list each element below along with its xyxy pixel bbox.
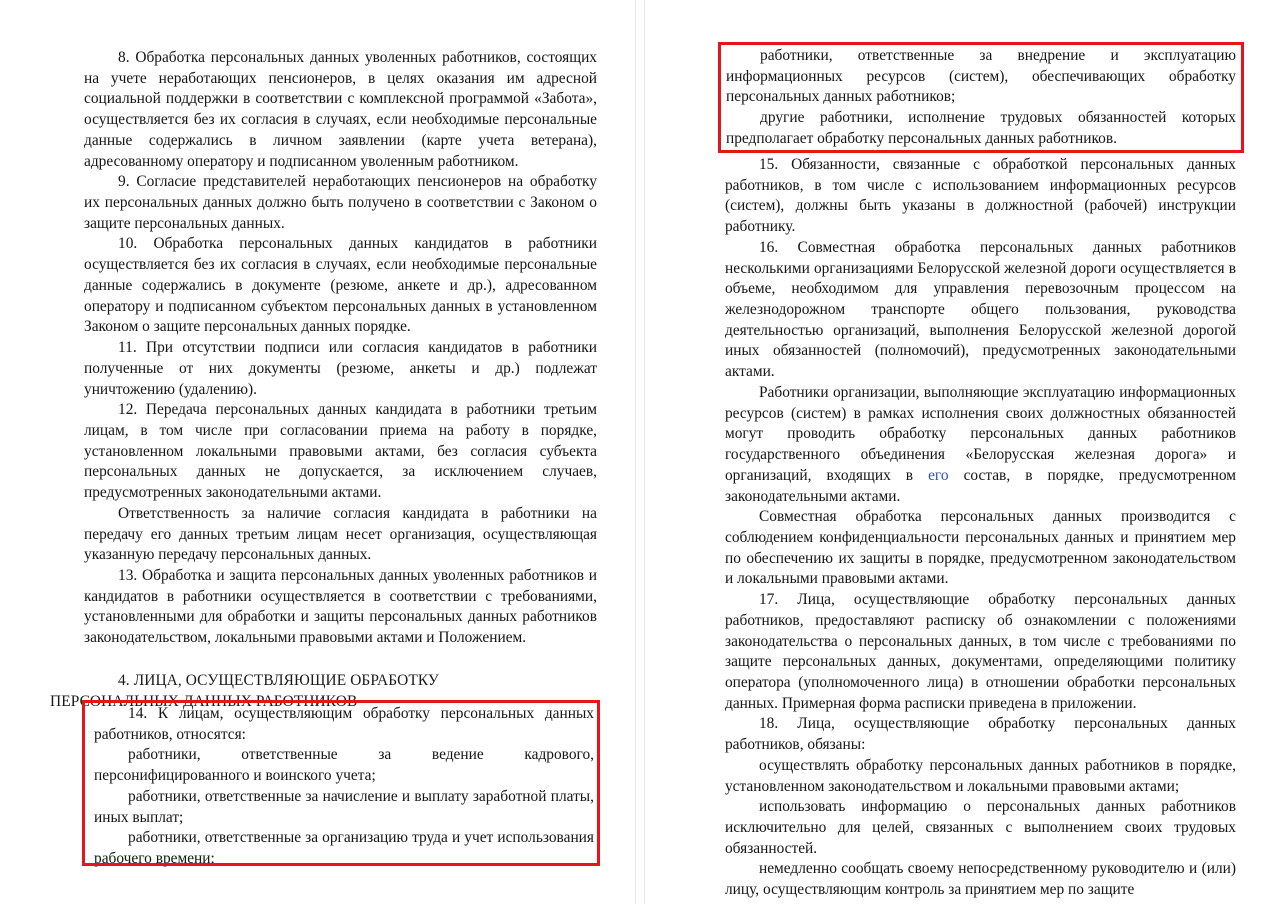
paragraph-15: 15. Обязанности, связанные с обработкой персональных данных работников, в том числе с использованием информационных ресурсов (систем), должны быть указаны в должностной (рабочей) инструкции работнику. — [724, 156, 1236, 236]
paragraph-14: 14. К лицам, осуществляющим обработку персональных данных работников, относятся: — [94, 705, 594, 743]
paragraph-14-item-1: работники, ответственные за ведение кадрового, персонифицированного и воинского учета; — [94, 746, 594, 785]
page-divider — [635, 0, 645, 904]
paragraph-9: 9. Согласие представителей неработающих пенсионеров на обработку их персональных данных должно быть получено в соответствии с Законом о защите персональных данных. — [84, 173, 597, 232]
highlighted-text-left — [94, 704, 594, 870]
paragraph-14-item-2: работники, ответственные за начисление и выплату заработной платы, иных выплат; — [94, 787, 594, 826]
paragraph-link-before: Работники организации, выполняющие эксплуатацию информационных ресурсов (систем) в рамках исполнения своих должностных обязанностей могут проводить обработку персональных данных работников государственного объединения «Белорусская железная дорога» и организаций, входящих в — [724, 383, 1236, 484]
highlighted-text-right — [726, 46, 1236, 150]
paragraph-8: 8. Обработка персональных данных уволенных работников, состоящих на учете неработающих пенсионеров, в целях оказания им адресной социальной поддержки в соответствии с комплексной программой «Забота», осуществляется без их согласия в случаях, если необходимые персональные данные содержались в личном заявлении (карте учета ветерана), адресованному оператору и подписанном уволенным работником. — [84, 49, 597, 170]
paragraph-13: 13. Обработка и защита персональных данных уволенных работников и кандидатов в работники осуществляется в соответствии с требованиями, установленными для обработки и защиты персональных данных работников законодательством, локальными правовыми актами и Положением. — [84, 566, 597, 647]
paragraph-11: 11. При отсутствии подписи или согласия кандидатов в работники полученные от них документы (резюме, анкеты и др.) подлежат уничтожению (удалению). — [84, 339, 597, 398]
paragraph-18: 18. Лица, осуществляющие обработку персональных данных работников, обязаны: — [724, 715, 1236, 754]
paragraph-18-item-1: осуществлять обработку персональных данных работников в порядке, установленном законодательством и локальными правовыми актами; — [724, 756, 1236, 795]
paragraph-16: 16. Совместная обработка персональных данных работников несколькими организациями Белорусской железной дороги осуществляется в объеме, необходимом для управления перевозочным процессом на железнодорожном транспорте общего пользования, руководства деятельностью организаций, выполнения Белорусской железной дорогой иных обязанностей (полномочий), предусмотренных законодательными актами. — [724, 238, 1236, 381]
paragraph-link-after: состав, в порядке, предусмотренном законодательными актами. — [724, 466, 1236, 505]
section-heading-line-1: 4. ЛИЦА, ОСУЩЕСТВЛЯЮЩИЕ ОБРАБОТКУ — [118, 671, 439, 689]
paragraph-responsibility: Ответственность за наличие согласия кандидата в работники на передачу его данных третьим лицам несет организация, осуществляющая указанную передачу персональных данных. — [84, 504, 597, 564]
paragraph-18-item-2: использовать информацию о персональных данных работников исключительно для целей, связанных с выполнением своих трудовых обязанностей. — [724, 798, 1236, 857]
paragraph-14-item-3: работники, ответственные за организацию труда и учет использования рабочего времени; — [94, 829, 594, 868]
inline-link-ego[interactable]: его — [928, 466, 949, 484]
paragraph-12: 12. Передача персональных данных кандидата в работники третьим лицам, в том числе при согласовании приема на работу в порядке, установленном локальными правовыми актами, без согласия субъекта персональных данных не допускается, за исключением случаев, предусмотренных законодательными актами. — [84, 401, 597, 502]
paragraph-17: 17. Лица, осуществляющие обработку персональных данных работников, предоставляют расписку об ознакомлении с положениями законодательства о персональных данных, в том числе с требованиями по защите персональных данных, документами, определяющими политику оператора (уполномоченного лица) в отношении обработки персональных данных. Примерная форма расписки приведена в приложении. — [724, 591, 1236, 712]
paragraph-14-item-4: работники, ответственные за внедрение и эксплуатацию информационных ресурсов (систем), обеспечивающих обработку персональных данных работников; — [726, 47, 1236, 106]
paragraph-14-item-5: другие работники, исполнение трудовых обязанностей которых предполагает обработку персональных данных работников. — [726, 109, 1236, 147]
paragraph-10: 10. Обработка персональных данных кандидатов в работники осуществляется без их согласия в случаях, если необходимые персональные данные содержались в документе (резюме, анкете и др.), адресованном оператору и подписанном субъектом персональных данных в установленном Законом о защите персональных данных порядке. — [84, 235, 597, 336]
paragraph-joint-processing: Совместная обработка персональных данных производится с соблюдением конфиденциальности персональных данных и принятием мер по обеспечению их защиты в порядке, предусмотренном законодательством и локальными правовыми актами. — [724, 508, 1236, 588]
paragraph-18-item-3: немедленно сообщать своему непосредственному руководителю и (или) лицу, осуществляющим контроль за принятием мер по защите — [724, 860, 1236, 899]
section-heading-line-2: ПЕРСОНАЛЬНЫХ ДАННЫХ РАБОТНИКОВ — [50, 692, 358, 710]
paragraph-operators-link — [725, 383, 1236, 507]
